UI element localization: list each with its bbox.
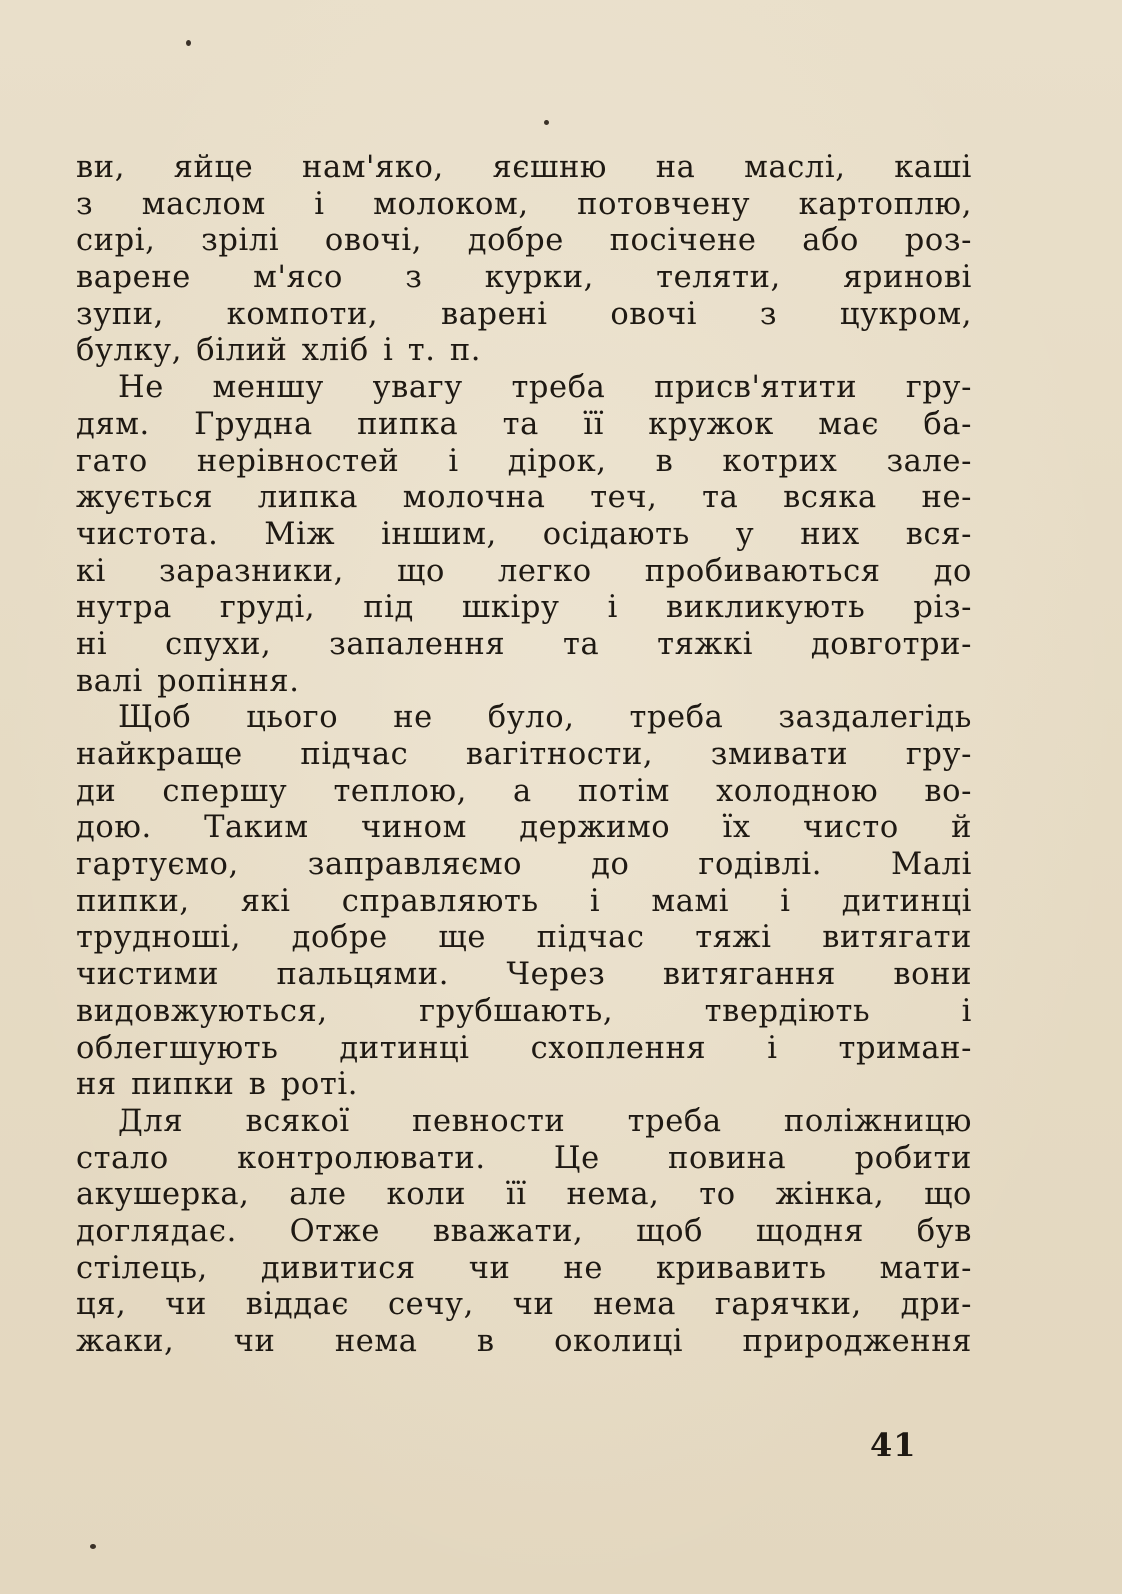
paragraph-start-line: Щоб цього не було, треба заздалегідь [118,700,972,736]
text-line: ди спершу теплою, а потім холодною во- [76,773,972,809]
text-line: облегшують дитинці схоплення і триман- [76,1030,972,1066]
text-line: зупи, компоти, варені овочі з цукром, [76,296,972,332]
text-line: доглядає. Отже вважати, щоб щодня був [76,1213,972,1249]
text-line: гартуємо, заправляємо до годівлі. Малі [76,847,972,883]
ink-speck [90,1544,96,1549]
ink-speck [544,120,549,125]
text-line: чистота. Між іншим, осідають у них вся- [76,516,972,552]
text-line: сирі, зрілі овочі, добре посічене або роз- [76,223,972,259]
text-line: жується липка молочна теч, та всяка не- [76,480,972,516]
text-line: жаки, чи нема в околиці природження [76,1324,972,1359]
text-line: дям. Грудна пипка та її кружок має ба- [76,406,972,442]
text-line: пипки, які справляють і мамі і дитинці [76,883,972,919]
page-number: 41 [870,1426,917,1464]
text-line: ні спухи, запалення та тяжкі довготри- [76,626,972,662]
text-line: стілець, дивитися чи не кривавить мати- [76,1250,972,1286]
text-line: видовжуються, грубшають, твердіють і [76,993,972,1029]
text-line: з маслом і молоком, потовчену картоплю, [76,186,972,222]
text-line: ня пипки в роті. [76,1067,359,1103]
text-line: варене м'ясо з курки, теляти, яринові [76,260,972,296]
text-line: чистими пальцями. Через витягання вони [76,957,972,993]
text-line: булку, білий хліб і т. п. [76,333,482,369]
ink-speck [186,40,191,46]
text-line: стало контролювати. Це повина робити [76,1140,972,1176]
body-text [76,150,972,1361]
text-line: ви, яйце нам'яко, яєшню на маслі, каші [76,150,972,185]
paragraph-start-line: Не меншу увагу треба присв'ятити гру- [118,370,972,406]
text-line: акушерка, але коли її нема, то жінка, що [76,1177,972,1213]
text-line: трудноші, добре ще підчас тяжі витягати [76,920,972,956]
text-line: нутра груді, під шкіру і викликують різ- [76,590,972,626]
text-line: дою. Таким чином держимо їх чисто й [76,810,972,846]
text-line: валі ропіння. [76,663,300,699]
paragraph-start-line: Для всякої певности треба поліжницю [118,1103,972,1139]
text-line: гато нерівностей і дірок, в котрих зале- [76,443,972,479]
text-line: найкраще підчас вагітности, змивати гру- [76,737,972,772]
text-line: кі заразники, що легко пробиваються до [76,553,972,589]
text-line: ця, чи віддає сечу, чи нема гарячки, дри- [76,1287,972,1323]
